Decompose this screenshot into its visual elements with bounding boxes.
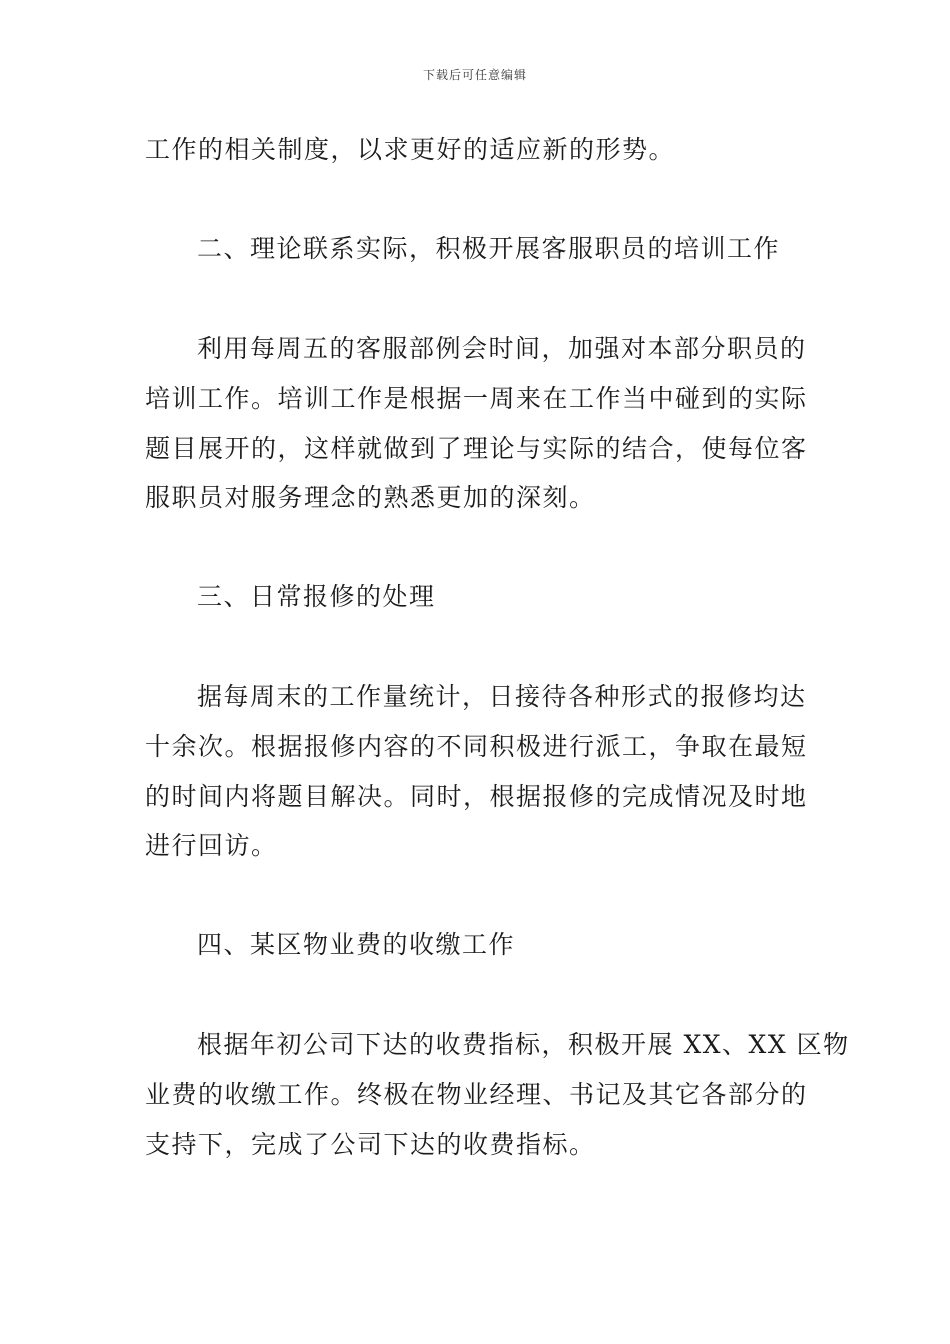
paragraph-line: 培训工作。培训工作是根据一周来在工作当中碰到的实际 — [145, 384, 808, 413]
paragraph-line: 根据年初公司下达的收费指标，积极开展 XX、XX 区物 — [197, 1030, 850, 1059]
section-heading-4: 四、某区物业费的收缴工作 — [197, 930, 516, 959]
paragraph-line: 工作的相关制度，以求更好的适应新的形势。 — [145, 135, 676, 164]
section-heading-2: 二、理论联系实际，积极开展客服职员的培训工作 — [197, 234, 781, 263]
section-heading-3: 三、日常报修的处理 — [197, 582, 436, 611]
paragraph-line: 据每周末的工作量统计，日接待各种形式的报修均达 — [197, 682, 807, 711]
paragraph-line: 十余次。根据报修内容的不同积极进行派工，争取在最短 — [145, 732, 808, 761]
paragraph-line: 利用每周五的客服部例会时间，加强对本部分职员的 — [197, 334, 807, 363]
paragraph-line: 题目展开的，这样就做到了理论与实际的结合，使每位客 — [145, 434, 808, 463]
header-note: 下载后可任意编辑 — [422, 68, 527, 82]
paragraph-line: 支持下，完成了公司下达的收费指标。 — [145, 1130, 596, 1159]
paragraph-line: 的时间内将题目解决。同时，根据报修的完成情况及时地 — [145, 782, 808, 811]
paragraph-line: 服职员对服务理念的熟悉更加的深刻。 — [145, 483, 596, 512]
paragraph-line: 进行回访。 — [145, 831, 278, 860]
paragraph-line: 业费的收缴工作。终极在物业经理、书记及其它各部分的 — [145, 1080, 808, 1109]
